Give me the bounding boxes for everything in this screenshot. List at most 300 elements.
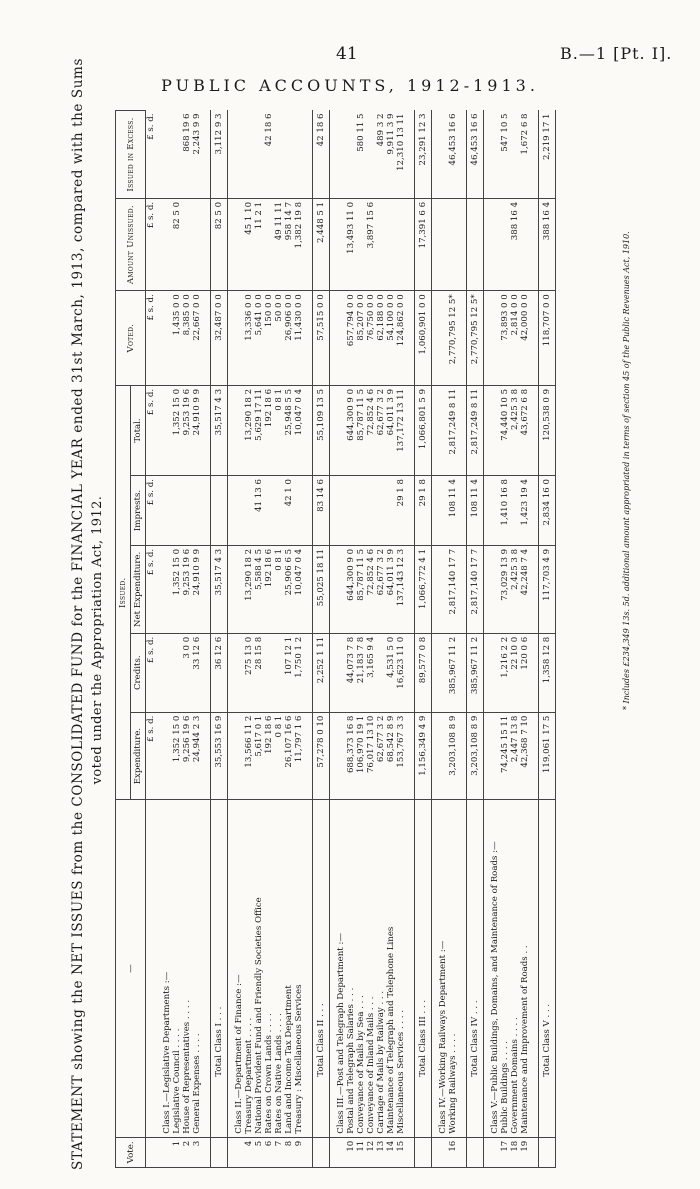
vote-cell — [228, 1137, 245, 1167]
vote-number: 8 — [284, 1137, 294, 1167]
vote-description: National Provident Fund and Friendly Societies Office — [254, 800, 264, 1137]
empty-cell — [330, 111, 347, 199]
empty-cell — [484, 545, 501, 633]
amount-excess — [294, 111, 304, 199]
total-exp: 3,203,108 8 9 — [467, 712, 484, 800]
class-heading-row — [228, 111, 245, 1168]
amount-excess: 1,672 6 8 — [520, 111, 530, 199]
vote-number: 11 — [356, 1137, 366, 1167]
total-imp: 29 1 8 — [415, 476, 432, 546]
amount-total: 192 18 6 — [264, 385, 274, 475]
amount-net: 72,852 4 6 — [366, 545, 376, 633]
total-total: 55,109 13 5 — [313, 385, 330, 475]
class-heading-row — [432, 111, 449, 1168]
units-label: £ s. d. — [146, 291, 157, 386]
class-heading: Class V.—Public Buildings, Domains, and Maintenance of Roads :— — [484, 800, 501, 1137]
total-excess: 3,112 9 3 — [211, 111, 228, 199]
empty-cell — [458, 476, 467, 546]
total-excess: 42 18 6 — [313, 111, 330, 199]
amount-total: 5,629 17 11 — [254, 385, 264, 475]
amount-voted: 26,906 0 0 — [284, 291, 294, 386]
amount-exp: 3,203,108 8 9 — [448, 712, 458, 800]
empty-cell — [432, 111, 449, 199]
amount-excess: 2,243 9 9 — [192, 111, 202, 199]
class-total-row — [313, 111, 330, 1168]
amount-imp — [376, 476, 386, 546]
amount-unissued — [500, 198, 510, 290]
spacer-row — [202, 111, 211, 1168]
amount-total: 24,910 9 9 — [192, 385, 202, 475]
class-total-row — [211, 111, 228, 1168]
vote-description: Rates on Native Lands . . . . — [274, 800, 284, 1137]
amount-net: 5,588 4 5 — [254, 545, 264, 633]
total-exp: 119,061 17 5 — [539, 712, 556, 800]
empty-cell — [228, 198, 245, 290]
amount-unissued — [386, 198, 396, 290]
amount-total: 74,440 10 5 — [500, 385, 510, 475]
empty-cell — [228, 545, 245, 633]
amount-total: 137,172 13 11 — [396, 385, 406, 475]
empty-cell — [156, 111, 172, 199]
vote-description: Maintenance of Telegraph and Telephone Lines — [386, 800, 396, 1137]
vote-number: 18 — [510, 1137, 520, 1167]
amount-exp: 13,566 11 2 — [244, 712, 254, 800]
empty-cell — [156, 385, 172, 475]
vote-number: 14 — [386, 1137, 396, 1167]
amount-exp: 9,256 19 6 — [182, 712, 192, 800]
vote-description: Working Railways . . . . — [448, 800, 458, 1137]
table-row — [396, 111, 406, 1168]
vote-number: 15 — [396, 1137, 406, 1167]
amount-exp: 192 18 6 — [264, 712, 274, 800]
empty-cell — [406, 476, 415, 546]
amount-voted: 13,336 0 0 — [244, 291, 254, 386]
amount-net: 24,910 9 9 — [192, 545, 202, 633]
amount-excess: 42 18 6 — [264, 111, 274, 199]
amount-imp — [510, 476, 520, 546]
class-heading-row — [484, 111, 501, 1168]
amount-total: 2,425 3 8 — [510, 385, 520, 475]
empty-cell — [458, 198, 467, 290]
empty-cell — [458, 385, 467, 475]
empty-cell — [304, 633, 313, 712]
col-total: Total. — [131, 385, 146, 475]
empty-cell — [304, 800, 313, 1137]
total-unissued: 17,391 6 6 — [415, 198, 432, 290]
amount-exp: 2,447 13 8 — [510, 712, 520, 800]
empty-cell — [530, 1137, 539, 1167]
amount-total: 9,253 19 6 — [182, 385, 192, 475]
amount-excess — [274, 111, 284, 199]
col-credits: Credits. — [131, 633, 146, 712]
empty-cell — [156, 198, 172, 290]
empty-cell — [330, 545, 347, 633]
amount-imp — [386, 476, 396, 546]
amount-total: 10,047 0 4 — [294, 385, 304, 475]
amount-imp — [274, 476, 284, 546]
amount-imp — [244, 476, 254, 546]
empty-cell — [330, 198, 347, 290]
class-total-label: Total Class I . . . — [211, 800, 228, 1137]
vote-cell — [156, 1137, 172, 1167]
amount-imp: 1,410 16 8 — [500, 476, 510, 546]
amount-excess: 868 19 6 — [182, 111, 192, 199]
vote-number: 4 — [244, 1137, 254, 1167]
vote-description: Postal and Telegraph Salaries . . . — [346, 800, 356, 1137]
amount-voted: 50 0 0 — [274, 291, 284, 386]
empty-cell — [156, 712, 172, 800]
amount-net: 0 8 1 — [274, 545, 284, 633]
table-row — [294, 111, 304, 1168]
amount-voted: 1,435 0 0 — [172, 291, 182, 386]
empty-cell — [458, 800, 467, 1137]
table-row — [366, 111, 376, 1168]
vote-description: Rates on Crown Lands . . . . — [264, 800, 274, 1137]
vote-description: Government Domains . . . . — [510, 800, 520, 1137]
col-voted: Voted. — [116, 291, 146, 386]
statement-subtitle: voted under the Appropriation Act, 1912. — [90, 495, 105, 785]
amount-unissued — [182, 198, 192, 290]
empty-cell — [202, 545, 211, 633]
amount-imp: 29 1 8 — [396, 476, 406, 546]
empty-cell — [156, 476, 172, 546]
total-total: 2,817,249 8 11 — [467, 385, 484, 475]
empty-cell — [202, 291, 211, 386]
class-total-label: Total Class III . . . — [415, 800, 432, 1137]
spacer-row — [304, 111, 313, 1168]
amount-unissued: 82 5 0 — [172, 198, 182, 290]
amount-imp: 108 11 4 — [448, 476, 458, 546]
amount-voted: 657,794 0 0 — [346, 291, 356, 386]
empty-cell — [228, 633, 245, 712]
total-voted: 1,060,901 0 0 — [415, 291, 432, 386]
amount-unissued — [376, 198, 386, 290]
amount-excess: 46,453 16 6 — [448, 111, 458, 199]
amount-total: 62,677 3 2 — [376, 385, 386, 475]
total-cred: 36 12 6 — [211, 633, 228, 712]
empty-cell — [406, 800, 415, 1137]
vote-description: Conveyance of Mails by Sea . . . — [356, 800, 366, 1137]
amount-voted: 22,667 0 0 — [192, 291, 202, 386]
units-label: £ s. d. — [146, 476, 157, 546]
table-row — [448, 111, 458, 1168]
units-label: £ s. d. — [146, 712, 157, 800]
empty-cell — [530, 111, 539, 199]
col-amount-unissued: Amount Unissued. — [116, 198, 146, 290]
empty-cell — [304, 712, 313, 800]
amount-exp: 26,107 16 6 — [284, 712, 294, 800]
class-total-label: Total Class II . . . — [313, 800, 330, 1137]
empty-cell — [530, 800, 539, 1137]
empty-cell — [530, 385, 539, 475]
amount-excess — [172, 111, 182, 199]
empty-cell — [330, 291, 347, 386]
empty-cell — [228, 476, 245, 546]
amount-voted: 2,770,795 12 5* — [448, 291, 458, 386]
empty-cell — [484, 111, 501, 199]
class-heading: Class II.—Department of Finance :— — [228, 800, 245, 1137]
amount-imp — [356, 476, 366, 546]
amount-exp: 76,017 13 10 — [366, 712, 376, 800]
amount-total: 644,300 9 0 — [346, 385, 356, 475]
vote-description: General Expenses . . . . — [192, 800, 202, 1137]
empty-cell — [530, 476, 539, 546]
table-row — [182, 111, 192, 1168]
col-net-expenditure: Net Expenditure. — [131, 545, 146, 633]
total-net: 55,025 18 11 — [313, 545, 330, 633]
amount-total: 0 8 1 — [274, 385, 284, 475]
amount-cred: 33 12 6 — [192, 633, 202, 712]
total-cred: 1,358 12 8 — [539, 633, 556, 712]
vote-number: 17 — [500, 1137, 510, 1167]
empty-cell — [530, 198, 539, 290]
empty-cell — [432, 291, 449, 386]
vote-number: 19 — [520, 1137, 530, 1167]
amount-cred: 16,623 11 0 — [396, 633, 406, 712]
amount-net: 9,253 19 6 — [182, 545, 192, 633]
table-row — [346, 111, 356, 1168]
amount-excess — [510, 111, 520, 199]
amount-excess: 547 10 5 — [500, 111, 510, 199]
total-total: 120,538 0 9 — [539, 385, 556, 475]
total-voted: 32,487 0 0 — [211, 291, 228, 386]
table-row — [376, 111, 386, 1168]
empty-cell — [406, 198, 415, 290]
vote-description: Treasury Department . . . . — [244, 800, 254, 1137]
empty-cell — [458, 633, 467, 712]
vote-number: 3 — [192, 1137, 202, 1167]
vote-cell — [313, 1137, 330, 1167]
amount-net: 85,787 11 5 — [356, 545, 366, 633]
total-imp: 83 14 6 — [313, 476, 330, 546]
amount-cred — [264, 633, 274, 712]
empty-cell — [202, 198, 211, 290]
empty-cell — [304, 198, 313, 290]
amount-net: 2,425 3 8 — [510, 545, 520, 633]
empty-cell — [458, 712, 467, 800]
empty-cell — [202, 385, 211, 475]
amount-cred — [274, 633, 284, 712]
empty-cell — [484, 476, 501, 546]
col-vote: Vote. — [116, 1137, 146, 1167]
amount-cred: 385,967 11 2 — [448, 633, 458, 712]
empty-cell — [432, 385, 449, 475]
vote-description: Land and Income Tax Department — [284, 800, 294, 1137]
vote-number: 16 — [448, 1137, 458, 1167]
empty-cell — [406, 712, 415, 800]
empty-cell — [458, 545, 467, 633]
amount-imp — [346, 476, 356, 546]
empty-cell — [484, 198, 501, 290]
table-row — [386, 111, 396, 1168]
amount-unissued — [448, 198, 458, 290]
amount-excess — [244, 111, 254, 199]
class-heading-row — [156, 111, 172, 1168]
amount-unissued: 3,897 15 6 — [366, 198, 376, 290]
units-label: £ s. d. — [146, 111, 157, 199]
amount-net: 137,143 12 3 — [396, 545, 406, 633]
empty-cell — [530, 712, 539, 800]
amount-exp: 11,797 1 6 — [294, 712, 304, 800]
empty-cell — [484, 633, 501, 712]
empty-cell — [202, 476, 211, 546]
amount-net: 73,029 13 9 — [500, 545, 510, 633]
col-expenditure: Expenditure. — [131, 712, 146, 800]
amount-cred: 21,183 7 8 — [356, 633, 366, 712]
total-net: 117,703 4 9 — [539, 545, 556, 633]
amount-excess: 489 3 2 — [376, 111, 386, 199]
amount-excess — [284, 111, 294, 199]
vote-description: Treasury : Miscellaneous Services — [294, 800, 304, 1137]
total-total: 1,066,801 5 9 — [415, 385, 432, 475]
amount-cred: 44,073 7 8 — [346, 633, 356, 712]
empty-cell — [530, 633, 539, 712]
units-label: £ s. d. — [146, 385, 157, 475]
spacer-row — [406, 111, 415, 1168]
empty-cell — [484, 385, 501, 475]
vote-cell — [467, 1137, 484, 1167]
empty-cell — [330, 385, 347, 475]
vote-description: House of Representatives . . . . — [182, 800, 192, 1137]
units-row — [146, 111, 157, 1168]
table-row — [192, 111, 202, 1168]
vote-number: 2 — [182, 1137, 192, 1167]
statement-title: STATEMENT showing the NET ISSUES from the CONSOLIDATED FUND for the FINANCIAL YEAR ended 31st March, 1913, compared with the Sums — [70, 58, 86, 1170]
class-heading: Class III.—Post and Telegraph Department :— — [330, 800, 347, 1137]
empty-cell — [458, 111, 467, 199]
amount-voted: 85,207 0 0 — [356, 291, 366, 386]
footnote: * Includes £234,349 13s. 5d. additional amount appropriated in terms of section 45 of the Public Revenues Act, 1910. — [622, 231, 631, 710]
amount-exp: 68,542 8 9 — [386, 712, 396, 800]
empty-cell — [458, 1137, 467, 1167]
empty-cell — [432, 633, 449, 712]
class-total-label: Total Class IV . . . — [467, 800, 484, 1137]
amount-unissued: 11 2 1 — [254, 198, 264, 290]
empty-cell — [458, 291, 467, 386]
total-exp: 57,278 0 10 — [313, 712, 330, 800]
amount-excess: 12,310 13 11 — [396, 111, 406, 199]
amount-voted: 76,750 0 0 — [366, 291, 376, 386]
amount-imp: 42 1 0 — [284, 476, 294, 546]
empty-cell — [228, 111, 245, 199]
total-cred: 89,577 0 8 — [415, 633, 432, 712]
empty-cell — [304, 1137, 313, 1167]
amount-excess: 9,911 3 9 — [386, 111, 396, 199]
empty-cell — [304, 385, 313, 475]
empty-cell — [228, 385, 245, 475]
spacer-row — [458, 111, 467, 1168]
total-net: 2,817,140 17 7 — [467, 545, 484, 633]
vote-cell — [432, 1137, 449, 1167]
empty-cell — [406, 111, 415, 199]
table-row — [274, 111, 284, 1168]
amount-unissued: 49 11 11 — [274, 198, 284, 290]
total-exp: 35,553 16 9 — [211, 712, 228, 800]
amount-net: 42,248 7 4 — [520, 545, 530, 633]
amount-cred: 1,216 2 2 — [500, 633, 510, 712]
amount-total: 43,672 6 8 — [520, 385, 530, 475]
vote-description: Miscellaneous Services . . . . — [396, 800, 406, 1137]
amount-exp: 24,944 2 3 — [192, 712, 202, 800]
amount-net: 62,677 3 2 — [376, 545, 386, 633]
total-excess: 2,219 17 1 — [539, 111, 556, 199]
class-total-row — [539, 111, 556, 1168]
total-imp: 108 11 4 — [467, 476, 484, 546]
empty-cell — [484, 291, 501, 386]
document-reference: B.—1 [Pt. I]. — [560, 44, 673, 63]
empty-cell — [202, 1137, 211, 1167]
empty-cell — [406, 633, 415, 712]
class-total-label: Total Class V . . . — [539, 800, 556, 1137]
page-number: 41 — [336, 44, 358, 64]
vote-number: 1 — [172, 1137, 182, 1167]
empty-cell — [228, 291, 245, 386]
amount-voted: 8,385 0 0 — [182, 291, 192, 386]
amount-cred: 107 12 1 — [284, 633, 294, 712]
vote-description: Maintenance and Improvement of Roads . . — [520, 800, 530, 1137]
total-unissued: 2,448 5 1 — [313, 198, 330, 290]
amount-cred: 275 13 0 — [244, 633, 254, 712]
amount-cred: 22 10 0 — [510, 633, 520, 712]
empty-cell — [330, 476, 347, 546]
total-voted: 57,515 0 0 — [313, 291, 330, 386]
amount-voted: 2,814 0 0 — [510, 291, 520, 386]
units-label: £ s. d. — [146, 633, 157, 712]
amount-net: 1,352 15 0 — [172, 545, 182, 633]
class-total-row — [467, 111, 484, 1168]
table-row — [284, 111, 294, 1168]
vote-cell — [415, 1137, 432, 1167]
empty-cell — [406, 545, 415, 633]
empty-cell — [432, 476, 449, 546]
total-cred: 2,252 1 11 — [313, 633, 330, 712]
total-cred: 385,967 11 2 — [467, 633, 484, 712]
amount-cred: 3,165 9 4 — [366, 633, 376, 712]
vote-number: 13 — [376, 1137, 386, 1167]
class-total-row — [415, 111, 432, 1168]
amount-unissued — [356, 198, 366, 290]
col-issued-in-excess: Issued in Excess. — [116, 111, 146, 199]
amount-exp: 62,677 3 2 — [376, 712, 386, 800]
empty-cell — [432, 712, 449, 800]
units-label: £ s. d. — [146, 198, 157, 290]
amount-unissued: 45 1 10 — [244, 198, 254, 290]
amount-net: 10,047 0 4 — [294, 545, 304, 633]
total-unissued — [467, 198, 484, 290]
amount-cred — [376, 633, 386, 712]
amount-exp: 0 8 1 — [274, 712, 284, 800]
vote-number: 7 — [274, 1137, 284, 1167]
vote-number: 12 — [366, 1137, 376, 1167]
table-row — [172, 111, 182, 1168]
vote-description: Public Buildings . . . . — [500, 800, 510, 1137]
amount-exp: 1,352 15 0 — [172, 712, 182, 800]
units-label: £ s. d. — [146, 545, 157, 633]
col-imprests: Imprests. — [131, 476, 146, 546]
table-row — [500, 111, 510, 1168]
table-row — [356, 111, 366, 1168]
empty-cell — [530, 291, 539, 386]
total-net: 1,066,772 4 1 — [415, 545, 432, 633]
amount-unissued: 958 14 7 — [284, 198, 294, 290]
amount-unissued — [192, 198, 202, 290]
amount-voted: 5,641 0 0 — [254, 291, 264, 386]
empty-cell — [406, 291, 415, 386]
vote-description: Carriage of Mails by Railway . . . — [376, 800, 386, 1137]
total-voted: 118,707 0 0 — [539, 291, 556, 386]
amount-net: 2,817,140 17 7 — [448, 545, 458, 633]
amount-total: 25,948 5 5 — [284, 385, 294, 475]
